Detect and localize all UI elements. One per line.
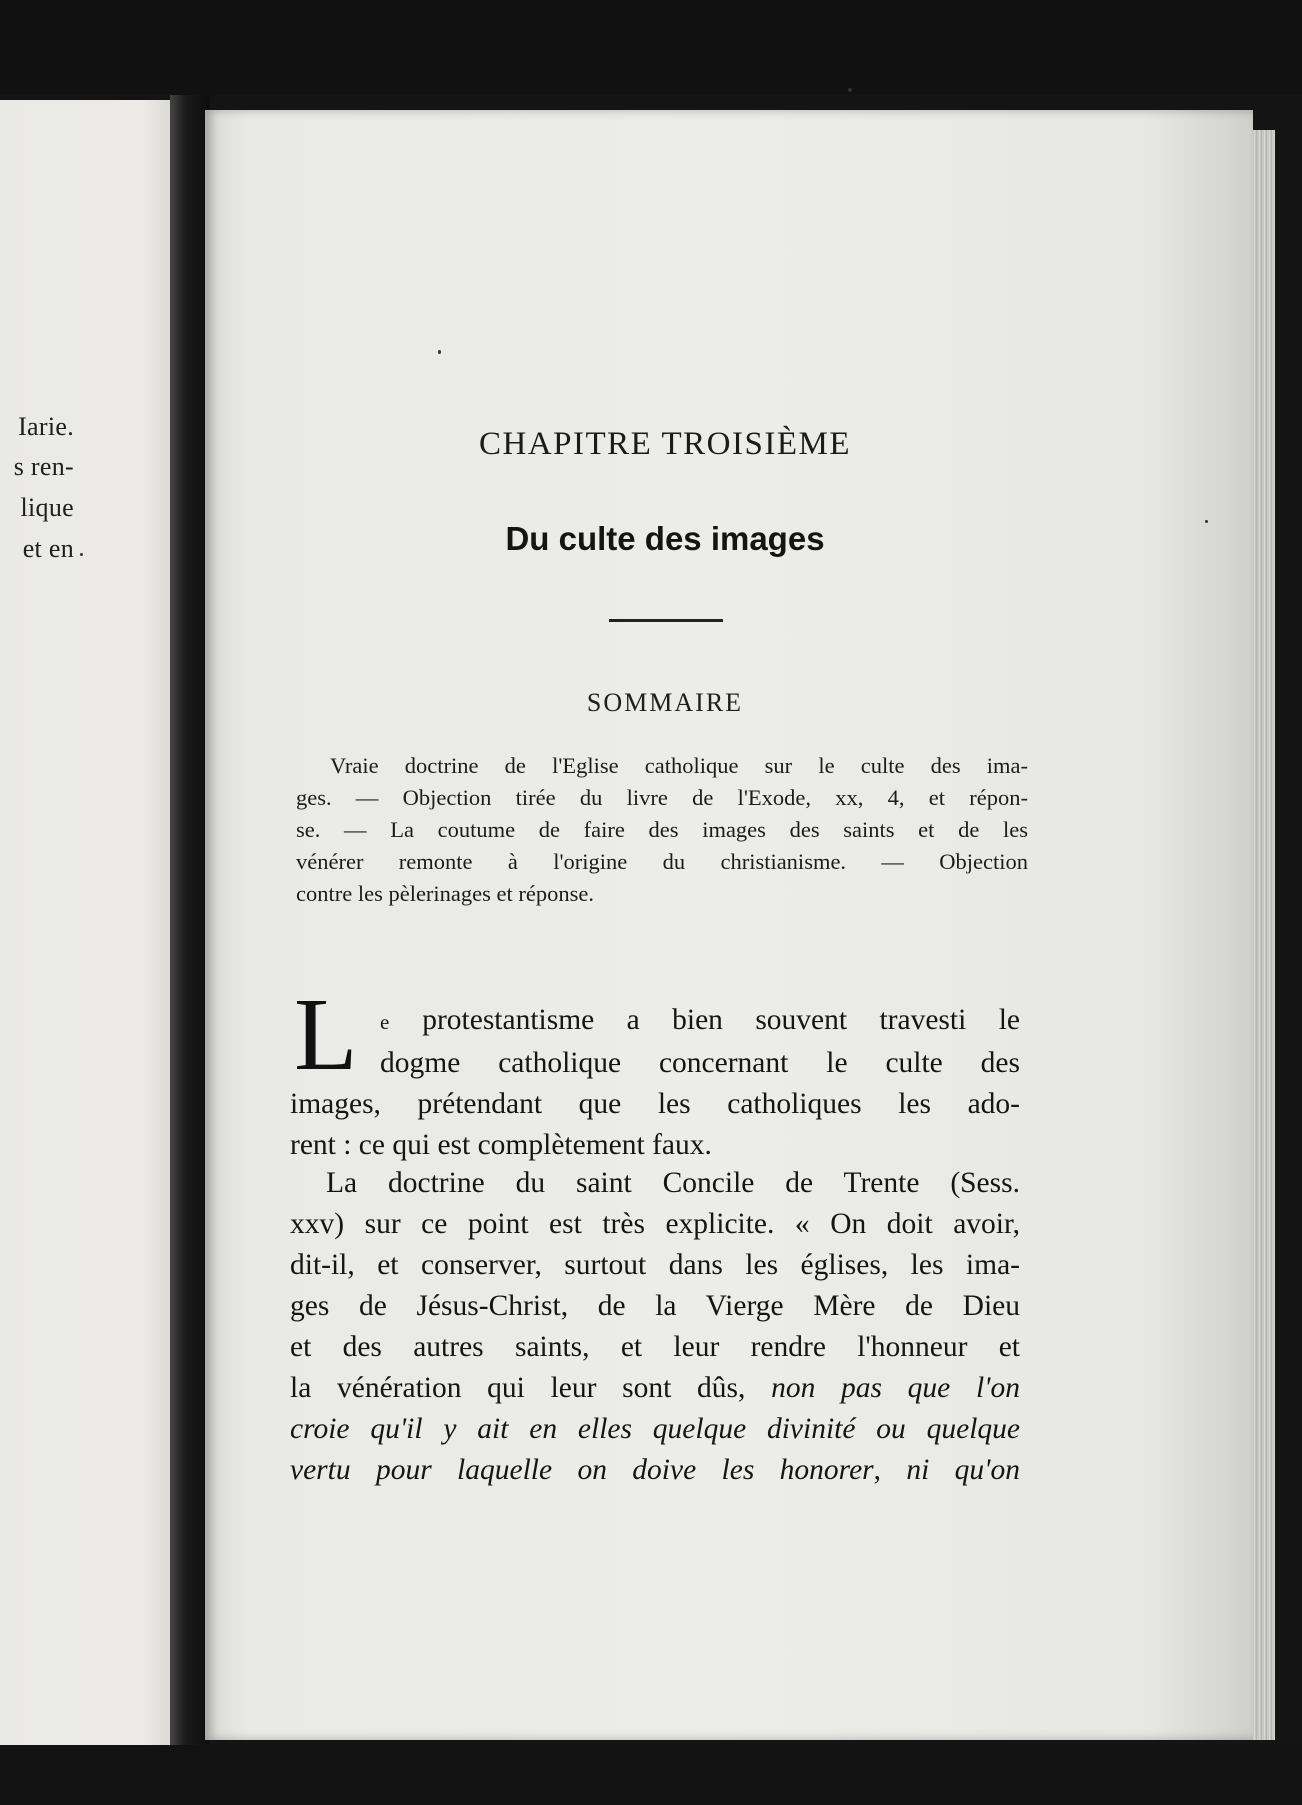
summary-line: vénérer remonte à l'origine du christianisme. — Objection	[296, 849, 1028, 874]
body-line: ges de Jésus-Christ, de la Vierge Mère de Dieu	[290, 1290, 1020, 1322]
chapter-title: CHAPITRE TROISIÈME	[479, 426, 851, 462]
drop-cap: L	[294, 977, 358, 1092]
paragraph-2	[290, 1163, 1020, 1491]
summary-line: Vraie doctrine de l'Eglise catholique sur le culte des ima-	[330, 753, 1028, 778]
body-line-text: protestantisme a bien souvent travesti le	[389, 1004, 1020, 1036]
paragraph-1	[290, 1000, 1020, 1166]
left-page-line: Iarie.	[18, 412, 74, 441]
scan-speck	[1205, 520, 1208, 523]
body-line	[290, 1368, 1020, 1409]
main-page	[205, 110, 1253, 1740]
body-line: images, prétendant que les catholiques les ado-	[290, 1088, 1020, 1120]
body-line-text: la vénération qui leur sont dûs,	[290, 1372, 772, 1404]
summary-line: ges. — Objection tirée du livre de l'Exode, xx, 4, et répon-	[296, 785, 1028, 810]
scan-bottom-border	[0, 1745, 1302, 1805]
section-title: Du culte des images	[505, 520, 825, 557]
body-line: La doctrine du saint Concile de Trente (Sess.	[326, 1167, 1020, 1199]
summary-heading: SOMMAIRE	[586, 688, 744, 717]
body-line: dogme catholique concernant le culte des	[380, 1047, 1020, 1079]
scan-speck	[80, 553, 83, 556]
scan-top-border	[0, 0, 1302, 95]
body-line	[290, 1450, 1020, 1491]
italic-quote: non pas que l'on	[771, 1372, 1020, 1404]
italic-quote: ni qu'on	[906, 1454, 1020, 1486]
body-line	[290, 1000, 1020, 1043]
title-rule	[609, 619, 723, 622]
body-line: et des autres saints, et leur rendre l'honneur et	[290, 1331, 1020, 1363]
italic-quote-line: croie qu'il y ait en elles quelque divinité ou quelque	[290, 1413, 1020, 1445]
summary-line: contre les pèlerinages et réponse.	[296, 881, 594, 906]
left-page-line: lique	[20, 493, 74, 522]
drop-cap-continuation: e	[380, 1010, 390, 1034]
scan-speck	[438, 350, 441, 354]
body-line: rent : ce qui est complètement faux.	[290, 1129, 712, 1161]
left-page-fragment	[0, 100, 178, 1750]
italic-quote: vertu pour laquelle on doive les honorer	[290, 1454, 874, 1486]
page-edge-stack	[1253, 130, 1275, 1740]
scan-speck	[848, 88, 852, 92]
body-line: dit-il, et conserver, surtout dans les églises, les ima-	[290, 1249, 1020, 1281]
body-line: xxv) sur ce point est très explicite. « On doit avoir,	[290, 1208, 1020, 1240]
summary-line: se. — La coutume de faire des images des saints et de les	[296, 817, 1028, 842]
body-line-text: ,	[873, 1454, 907, 1486]
summary-block	[296, 750, 1028, 910]
book-gutter	[170, 95, 210, 1750]
left-page-line: s ren-	[13, 452, 74, 481]
left-page-line: et en	[22, 534, 74, 563]
